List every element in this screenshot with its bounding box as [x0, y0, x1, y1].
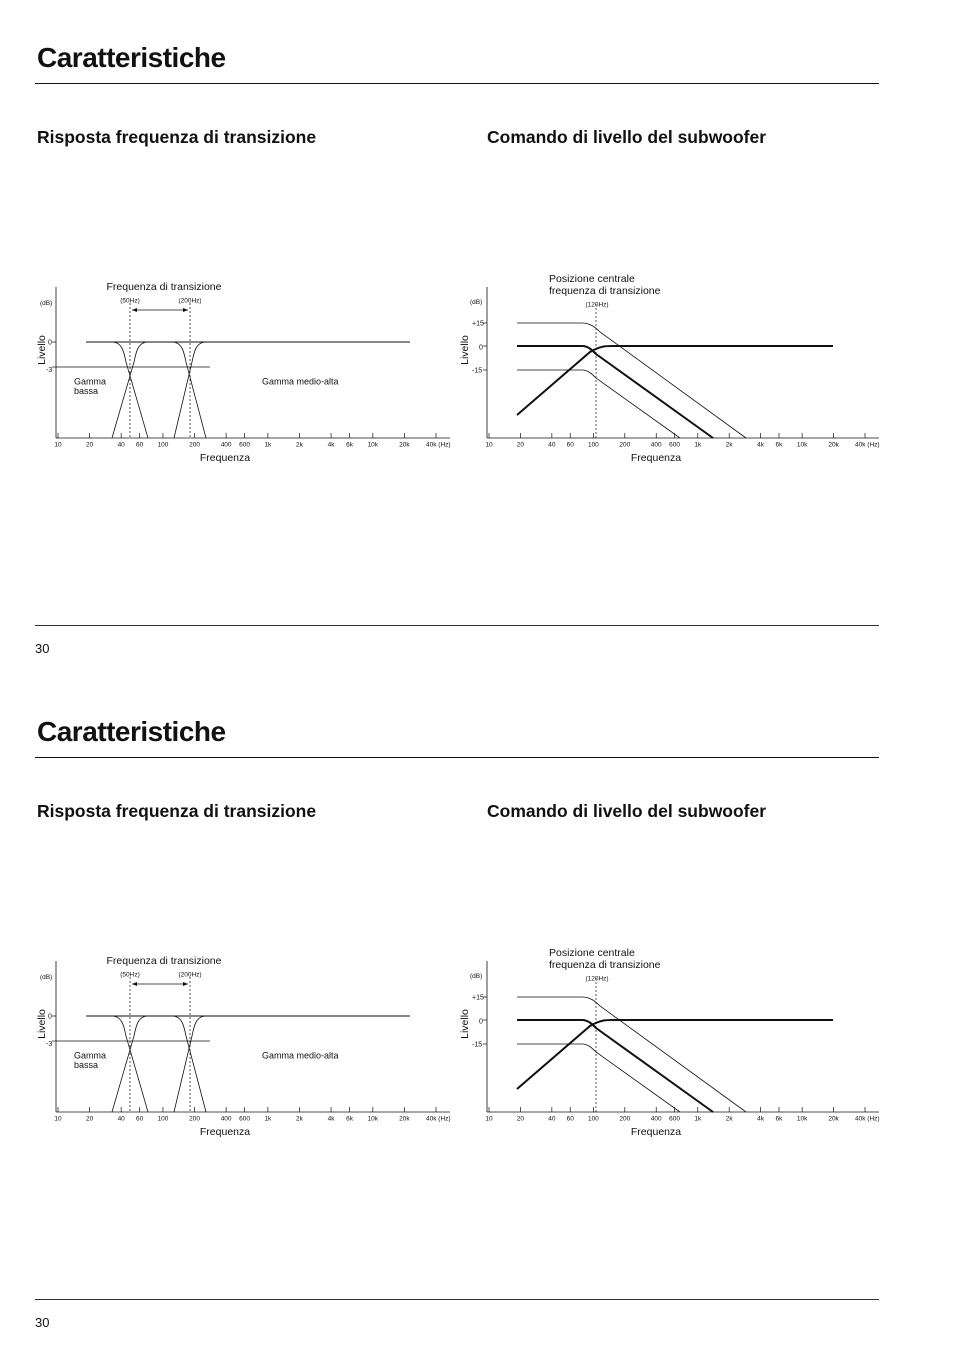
x-tick-label: 200	[189, 1115, 200, 1123]
y-tick: -3	[46, 367, 53, 374]
x-tick-label: 40k (Hz)	[426, 441, 451, 449]
x-tick-label: 10	[485, 1115, 493, 1123]
unit-label: (dB)	[40, 974, 53, 981]
x-tick-label: 4k	[757, 441, 765, 449]
x-tick-label: 400	[650, 1115, 662, 1123]
annotation: Frequenza di transizione	[106, 281, 222, 293]
x-axis-label: Frequenza	[630, 452, 682, 464]
x-tick-label: 2k	[725, 1115, 733, 1123]
x-tick-label: 60	[566, 441, 574, 449]
annotation: Posizione centrale	[549, 273, 635, 285]
left-heading: Risposta frequenza di transizione	[37, 801, 317, 821]
y-axis-label: Livello	[36, 1009, 48, 1039]
x-tick-label: 10k	[367, 441, 379, 449]
x-axis-label: Frequenza	[630, 1126, 682, 1138]
unit-label: (dB)	[40, 300, 53, 307]
main-range-curve	[517, 346, 833, 415]
right-heading: Comando di livello del subwoofer	[487, 127, 767, 147]
x-tick-label: 40k (Hz)	[855, 441, 880, 449]
page-bottom	[0, 674, 954, 1348]
minus15db-curve	[517, 1044, 680, 1112]
x-tick-label: 40	[548, 441, 556, 449]
x-tick-label: 60	[566, 1115, 574, 1123]
right-heading: Comando di livello del subwoofer	[487, 801, 767, 821]
y-tick: -15	[472, 367, 483, 375]
x-tick-label: 600	[669, 1115, 681, 1123]
subwoofer-level-chart	[0, 674, 954, 1348]
x-tick-label: 1k	[264, 1115, 272, 1123]
y-tick: 0	[479, 1018, 483, 1026]
x-tick-label: 100	[157, 1115, 169, 1123]
x-tick-label: 20	[516, 1115, 525, 1123]
x-tick-label: 60	[136, 1115, 144, 1123]
marker-high: (200Hz)	[178, 971, 202, 979]
x-tick-label: 40k (Hz)	[426, 1115, 451, 1123]
x-axis-label: Frequenza	[199, 1126, 251, 1138]
x-tick-label: 200	[619, 1115, 631, 1123]
x-tick-label: 400	[650, 441, 662, 449]
bottom-rule	[35, 1299, 879, 1300]
x-tick-label: 40k (Hz)	[855, 1115, 880, 1123]
x-tick-label: 10k	[796, 1115, 808, 1123]
x-tick-label: 20	[516, 441, 525, 449]
minus15db-curve	[517, 370, 680, 438]
x-tick-label: 4k	[757, 1115, 765, 1123]
low-range-label: bassa	[74, 386, 99, 396]
x-tick-label: 4k	[327, 1115, 335, 1123]
x-tick-label: 100	[157, 441, 169, 449]
x-tick-label: 600	[239, 441, 251, 449]
annotation: frequenza di transizione	[549, 285, 661, 297]
x-tick-label: 1k	[264, 441, 272, 449]
x-tick-label: 20	[85, 1115, 94, 1123]
y-tick: -3	[46, 1041, 53, 1048]
x-tick-label: 4k	[327, 441, 335, 449]
x-axis-label: Frequenza	[199, 452, 251, 464]
x-tick-label: 10	[54, 441, 62, 449]
x-tick-label: 10	[485, 441, 493, 449]
x-tick-label: 600	[669, 441, 681, 449]
y-axis-label: Livello	[459, 335, 471, 365]
low-range-label: Gamma	[74, 1050, 107, 1061]
marker-low: (50Hz)	[120, 297, 140, 305]
unit-label: (dB)	[470, 299, 483, 306]
x-tick-label: 1k	[694, 1115, 702, 1123]
marker: (120Hz)	[585, 301, 609, 309]
x-tick-label: 2k	[296, 441, 303, 449]
marker-high: (200Hz)	[178, 297, 202, 305]
x-tick-label: 6k	[346, 441, 353, 449]
unit-label: (dB)	[470, 973, 483, 980]
x-tick-label: 10k	[796, 441, 808, 449]
x-tick-label: 6k	[775, 441, 783, 449]
bottom-rule	[35, 625, 879, 626]
high-range-label: Gamma medio-alta	[262, 1050, 339, 1061]
x-tick-label: 400	[220, 1115, 232, 1123]
high-range-label: Gamma medio-alta	[262, 376, 339, 387]
x-tick-label: 40	[117, 441, 125, 449]
y-tick: -15	[472, 1041, 483, 1049]
y-axis-label: Livello	[459, 1009, 471, 1039]
x-tick-label: 20k	[399, 441, 410, 449]
x-tick-label: 6k	[775, 1115, 783, 1123]
page-title: Caratteristiche	[37, 716, 226, 747]
subwoofer-level-chart	[0, 0, 954, 674]
annotation: Posizione centrale	[549, 947, 635, 959]
x-tick-label: 2k	[296, 1115, 303, 1123]
y-tick: 0	[48, 1013, 52, 1021]
page-number: 30	[35, 641, 50, 656]
x-tick-label: 20k	[828, 441, 839, 449]
x-tick-label: 60	[136, 441, 144, 449]
y-tick: +15	[472, 994, 484, 1002]
left-heading: Risposta frequenza di transizione	[37, 127, 317, 147]
low-range-label: bassa	[74, 1060, 99, 1070]
x-tick-label: 200	[189, 441, 200, 449]
x-tick-label: 20k	[399, 1115, 410, 1123]
x-tick-label: 600	[239, 1115, 251, 1123]
x-tick-label: 1k	[694, 441, 702, 449]
x-tick-label: 10k	[367, 1115, 379, 1123]
x-tick-label: 20	[85, 441, 94, 449]
annotation: frequenza di transizione	[549, 959, 661, 971]
x-tick-label: 40	[548, 1115, 556, 1123]
y-axis-label: Livello	[36, 335, 48, 365]
annotation: Frequenza di transizione	[106, 955, 222, 967]
marker: (120Hz)	[585, 975, 609, 983]
x-tick-label: 10	[54, 1115, 62, 1123]
page-title: Caratteristiche	[37, 42, 226, 73]
marker-low: (50Hz)	[120, 971, 140, 979]
page-top	[0, 0, 954, 674]
x-tick-label: 100	[587, 441, 599, 449]
main-range-curve	[517, 1020, 833, 1089]
y-tick: +15	[472, 320, 484, 328]
page-number: 30	[35, 1315, 50, 1330]
x-tick-label: 40	[117, 1115, 125, 1123]
x-tick-label: 400	[220, 441, 232, 449]
y-tick: 0	[48, 339, 52, 347]
x-tick-label: 2k	[725, 441, 733, 449]
y-tick: 0	[479, 344, 483, 352]
x-tick-label: 6k	[346, 1115, 353, 1123]
x-tick-label: 200	[619, 441, 631, 449]
x-tick-label: 20k	[828, 1115, 839, 1123]
x-tick-label: 100	[587, 1115, 599, 1123]
low-range-label: Gamma	[74, 376, 107, 387]
